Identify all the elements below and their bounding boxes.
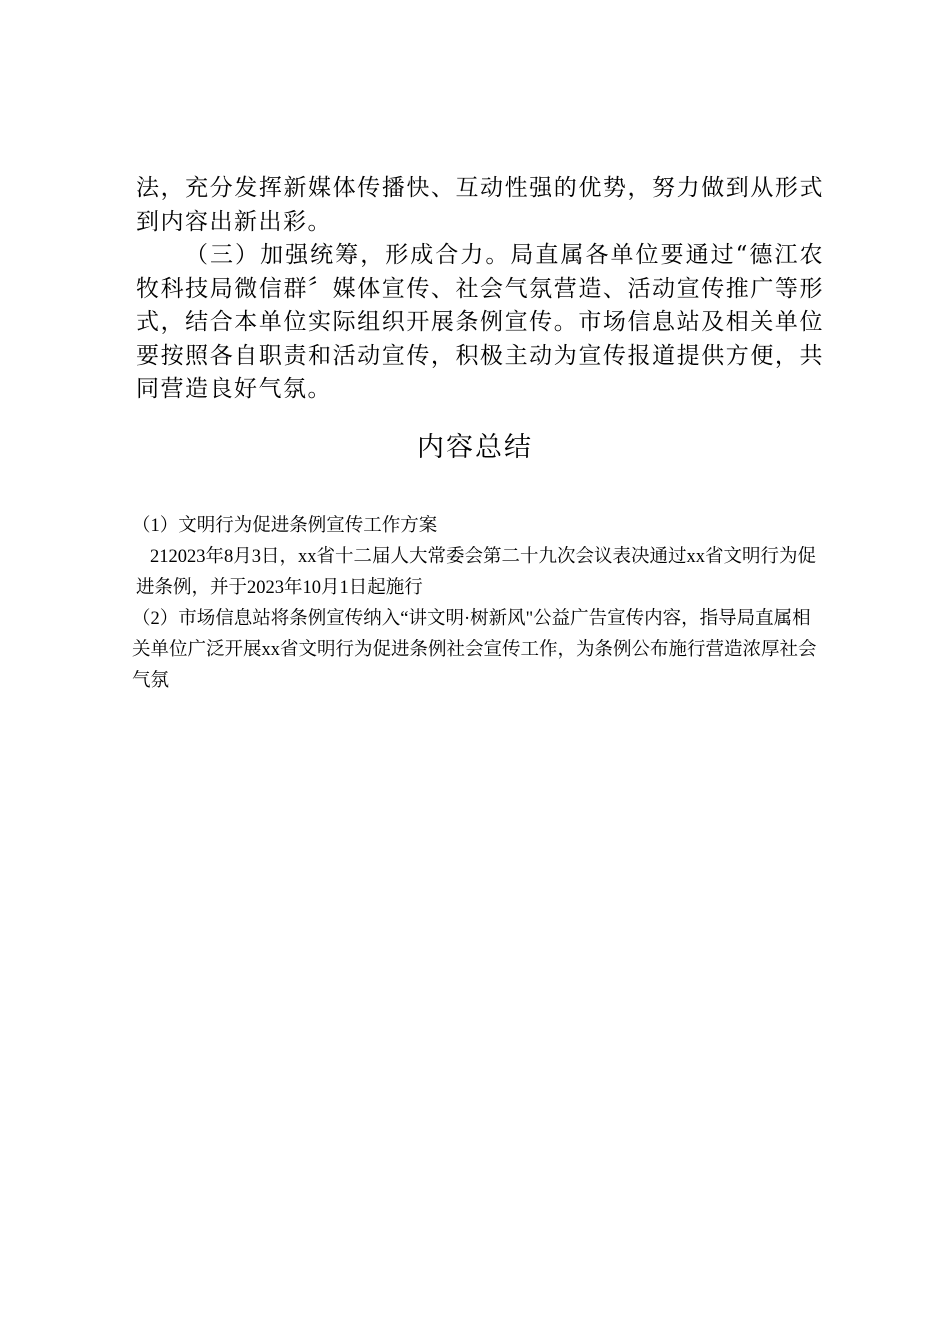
- body-paragraph-coordination: （三）加强统筹，形成合力。局直属各单位要通过“德江农牧科技局微信群〞媒体宣传、社会气氛营造、活动宣传推广等形式，结合本单位实际组织开展条例宣传。市场信息站及相关单位要按照各自职责和活动宣传，积极主动为宣传报道提供方便，共同营造良好气氛。: [136, 242, 824, 402]
- summary-section: [132, 511, 826, 697]
- summary-heading: 内容总结: [417, 432, 533, 463]
- body-paragraph-continuation: 法，充分发挥新媒体传播快、互动性强的优势，努力做到从形式到内容出新出彩。: [136, 175, 824, 235]
- summary-item-1-title: （1）文明行为促进条例宣传工作方案: [132, 516, 438, 536]
- summary-item-2: （2）市场信息站将条例宣传纳入“讲文明·树新风"公益广告宣传内容，指导局直属相关单位广泛开展xx省文明行为促进条例社会宣传工作，为条例公布施行营造浓厚社会气氛: [132, 609, 817, 691]
- document-body: [136, 172, 824, 407]
- summary-item-1-body: 212023年8月3日，xx省十二届人大常委会第二十九次会议表决通过xx省文明行为促进条例，并于2023年10月1日起施行: [136, 547, 817, 598]
